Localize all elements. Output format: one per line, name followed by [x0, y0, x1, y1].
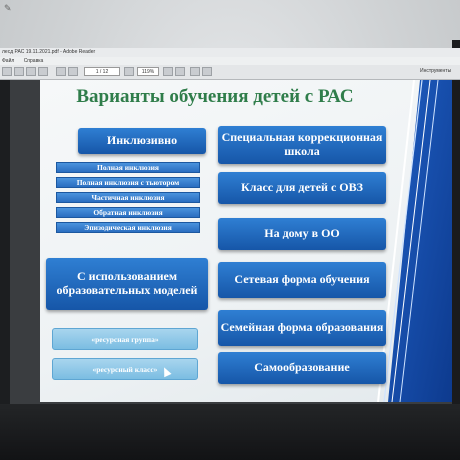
option-family-form: Семейная форма образования — [218, 310, 386, 346]
resource-group-box: «ресурсная группа» — [52, 328, 198, 350]
inclusion-item: Эпизодическая инклюзия — [56, 222, 200, 233]
inclusion-item: Обратная инклюзия — [56, 207, 200, 218]
slide-title: Варианты обучения детей с РАС — [76, 86, 354, 107]
page-current: 1 — [95, 69, 99, 75]
next-page-icon[interactable] — [68, 67, 78, 76]
inclusive-box: Инклюзивно — [78, 128, 206, 154]
option-network-form: Сетевая форма обучения — [218, 262, 386, 298]
option-home-education: На дому в ОО — [218, 218, 386, 250]
option-ovz-class: Класс для детей с ОВЗ — [218, 172, 386, 204]
page-total: / 12 — [99, 69, 109, 75]
prev-page-icon[interactable] — [56, 67, 66, 76]
window-titlebar — [0, 48, 460, 57]
window-title: лесд РАС 19.11.2021.pdf - Adobe Reader — [2, 49, 96, 55]
inclusion-item: Полная инклюзия с тьютором — [56, 177, 200, 188]
sign-icon[interactable] — [202, 67, 212, 76]
fit-width-icon[interactable] — [175, 67, 185, 76]
inclusion-item: Частичная инклюзия — [56, 192, 200, 203]
resource-class-box: «ресурсный класс» — [52, 358, 198, 380]
comment-icon[interactable] — [190, 67, 200, 76]
monitor-bezel-right — [452, 40, 460, 410]
zoom-field[interactable]: 119% — [137, 67, 159, 76]
pin-icon: ✎ — [4, 3, 12, 13]
zoom-out-icon[interactable] — [124, 67, 134, 76]
print-icon[interactable] — [26, 67, 36, 76]
toolbar — [0, 65, 460, 80]
menu-file[interactable]: Файл — [2, 58, 15, 64]
menu-bar — [0, 57, 460, 65]
tools-button[interactable]: Инструменты — [420, 68, 452, 74]
models-box: С использованием образовательных моделей — [46, 258, 208, 310]
save-icon[interactable] — [14, 67, 24, 76]
option-self-education: Самообразование — [218, 352, 386, 384]
email-icon[interactable] — [38, 67, 48, 76]
monitor-bezel-left — [0, 48, 10, 408]
option-special-school: Специальная коррекционная школа — [218, 126, 386, 164]
monitor-bezel-bottom — [0, 404, 460, 460]
open-icon[interactable] — [2, 67, 12, 76]
fit-page-icon[interactable] — [163, 67, 173, 76]
inclusion-item: Полная инклюзия — [56, 162, 200, 173]
menu-help[interactable]: Справка — [23, 58, 44, 64]
page-number-field[interactable] — [84, 67, 120, 76]
